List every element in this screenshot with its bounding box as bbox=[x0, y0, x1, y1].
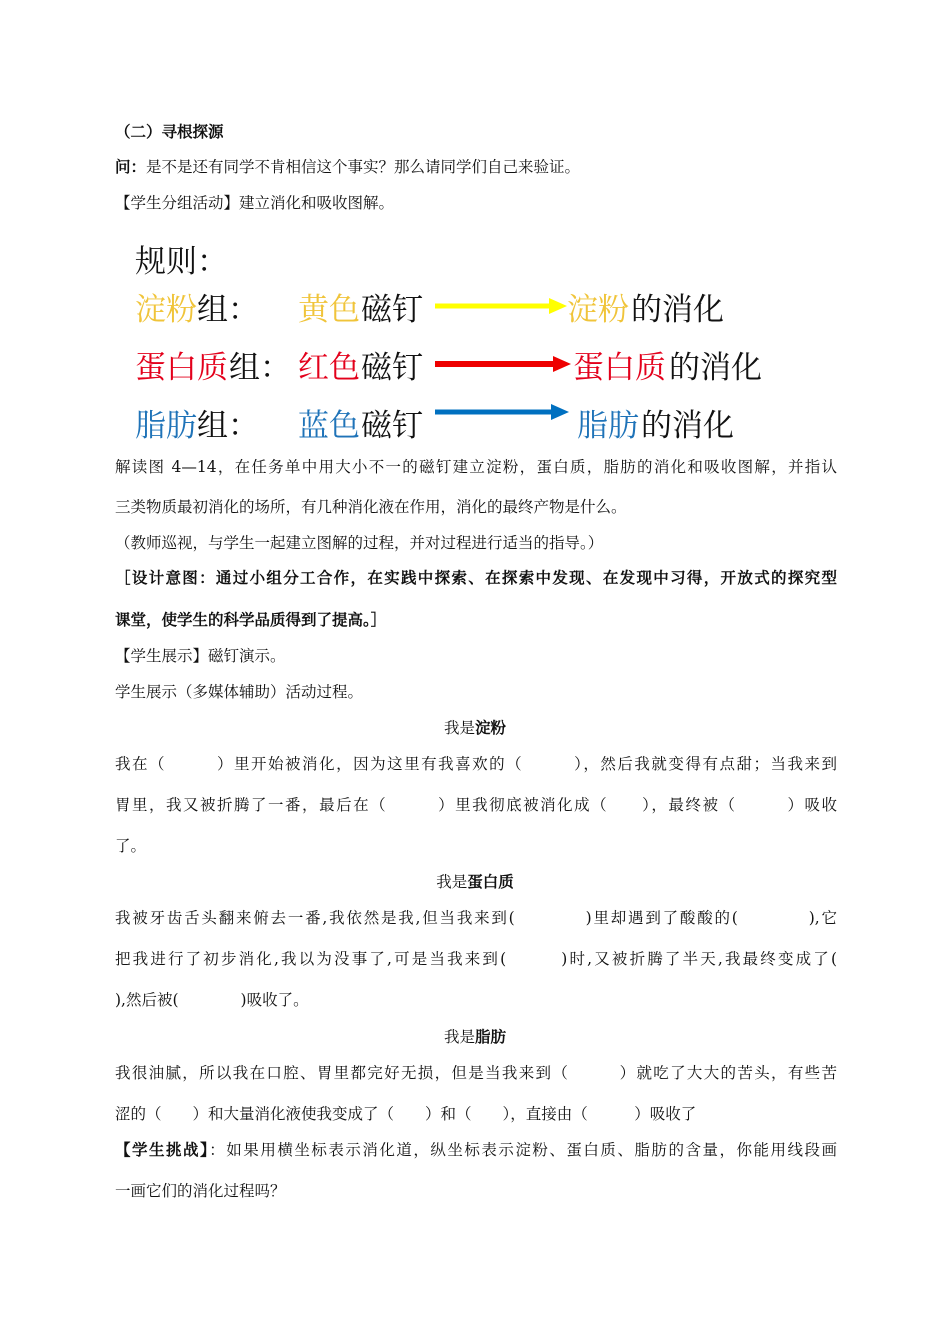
rule-group-colored: 脂肪 bbox=[135, 408, 197, 444]
starch-line-3: 了。 bbox=[115, 837, 147, 855]
show-label: 【学生展示】 bbox=[115, 647, 209, 665]
rules-title: 规则： bbox=[135, 244, 228, 280]
protein-line-1: 我被牙齿舌头翻来俯去一番,我依然是我,但当我来到( )里却遇到了酸酸的( ),它 bbox=[115, 909, 837, 927]
challenge-text: ：如果用横坐标表示消化道，纵坐标表示淀粉、蛋白质、脂肪的含量，你能用线段画 bbox=[209, 1141, 837, 1159]
show-process: 学生展示（多媒体辅助）活动过程。 bbox=[115, 683, 364, 701]
red-arrow-icon bbox=[435, 354, 571, 374]
section-title: （二）寻根探源 bbox=[115, 122, 224, 141]
starch-line-2: 胃里，我又被折腾了一番，最后在（ ）里我彻底被消化成（ ），最终被（ ）吸收 bbox=[115, 796, 837, 814]
rule-group-rest: 组： bbox=[197, 292, 259, 328]
fat-line-2: 涩的（ ）和大量消化液使我变成了（ ）和（ ），直接由（ ）吸收了 bbox=[115, 1105, 697, 1123]
rule-group-rest: 组： bbox=[197, 408, 259, 444]
challenge-label: 【学生挑战】 bbox=[115, 1140, 210, 1159]
protein-title bbox=[0, 872, 950, 892]
protein-line-2: 把我进行了初步消化,我以为没事了,可是当我来到( )时,又被折腾了半天,我最终变成了( bbox=[115, 950, 837, 968]
rule-group-rest: 组： bbox=[229, 350, 291, 386]
rule-target-rest: 的消化 bbox=[631, 292, 724, 328]
teacher-note: （教师巡视，与学生一起建立图解的过程，并对过程进行适当的指导。） bbox=[115, 534, 604, 552]
blue-arrow-icon bbox=[435, 402, 569, 422]
rule-row-protein bbox=[135, 342, 815, 386]
show-text: 磁钉演示。 bbox=[208, 647, 286, 665]
activity-text: 建立消化和吸收图解。 bbox=[239, 194, 395, 212]
show-line bbox=[115, 646, 837, 666]
rule-group-colored: 淀粉 bbox=[135, 292, 197, 328]
rule-target-rest: 的消化 bbox=[641, 408, 734, 444]
design-intent-line-1: ［设计意图：通过小组分工合作，在实践中探索、在探索中发现、在发现中习得，开放式的探究型 bbox=[115, 568, 837, 587]
rule-target-colored: 淀粉 bbox=[567, 292, 629, 328]
rule-target-colored: 蛋白质 bbox=[573, 350, 666, 386]
rule-magnet: 磁钉 bbox=[361, 350, 423, 386]
rule-row-starch bbox=[135, 284, 815, 328]
rules-figure bbox=[135, 236, 815, 444]
rule-group-colored: 蛋白质 bbox=[135, 350, 228, 386]
challenge-line-2: 一画它们的消化过程吗？ bbox=[115, 1182, 286, 1200]
protein-title-prefix: 我是 bbox=[436, 873, 468, 891]
rule-target-rest: 的消化 bbox=[669, 350, 762, 386]
rule-color-word: 黄色 bbox=[298, 292, 360, 328]
rule-row-fat bbox=[135, 400, 815, 444]
starch-title bbox=[0, 718, 950, 738]
starch-title-prefix: 我是 bbox=[443, 719, 475, 737]
interpret-line-2: 三类物质最初消化的场所，有几种消化液在作用，消化的最终产物是什么。 bbox=[115, 498, 627, 516]
protein-title-bold: 蛋白质 bbox=[467, 872, 514, 891]
activity-line bbox=[115, 193, 837, 213]
starch-line-1: 我在（ ）里开始被消化，因为这里有我喜欢的（ ），然后我就变得有点甜；当我来到 bbox=[115, 755, 837, 773]
question-label: 问： bbox=[115, 157, 147, 176]
yellow-arrow-icon bbox=[435, 296, 567, 316]
rule-target-colored: 脂肪 bbox=[577, 408, 639, 444]
protein-line-3: ),然后被( )吸收了。 bbox=[115, 991, 309, 1009]
challenge-line-1 bbox=[115, 1140, 837, 1160]
starch-title-bold: 淀粉 bbox=[475, 718, 507, 737]
fat-title bbox=[0, 1027, 950, 1047]
rule-color-word: 红色 bbox=[298, 350, 360, 386]
rule-color-word: 蓝色 bbox=[298, 408, 360, 444]
question-line bbox=[115, 157, 837, 177]
design-intent-line-2: 课堂，使学生的科学品质得到了提高。］ bbox=[115, 610, 387, 629]
activity-label: 【学生分组活动】 bbox=[115, 194, 240, 212]
rule-magnet: 磁钉 bbox=[361, 408, 423, 444]
fat-title-prefix: 我是 bbox=[443, 1028, 475, 1046]
question-text: 是不是还有同学不肯相信这个事实？那么请同学们自己来验证。 bbox=[146, 158, 581, 176]
interpret-line-1: 解读图 4—14，在任务单中用大小不一的磁钉建立淀粉，蛋白质，脂肪的消化和吸收图解，并指认 bbox=[115, 458, 837, 476]
fat-title-bold: 脂肪 bbox=[475, 1027, 507, 1046]
fat-line-1: 我很油腻，所以我在口腔、胃里都完好无损，但是当我来到（ ）就吃了大大的苦头，有些苦 bbox=[115, 1064, 837, 1082]
rule-magnet: 磁钉 bbox=[361, 292, 423, 328]
